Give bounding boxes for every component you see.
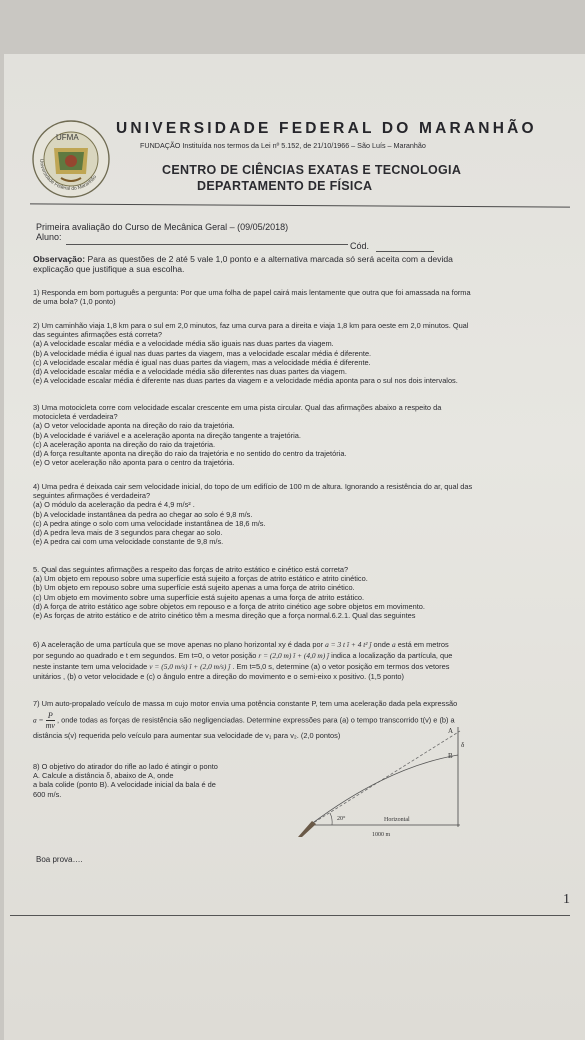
q6-text: unitários , (b) o vetor velocidade e (c) o ângulo entre a direção do movimento e o semi-eixo x positivo. (1,5 ponto): [33, 672, 404, 682]
formula-numerator: P: [46, 711, 55, 721]
observation-line-1: Para as questões de 2 até 5 vale 1,0 ponto e a alternativa marcada só será aceita com a devida: [87, 254, 453, 264]
power-formula: [46, 711, 55, 730]
q6-text: por segundo ao quadrado e t em segundos. Em t=0, o vetor posição: [33, 650, 257, 660]
option-b: (b) Um objeto em repouso sobre uma superfície está sujeito apenas a uma força de atrito cinético.: [33, 583, 355, 593]
bullet-trajectory: [310, 755, 458, 825]
option-a: (a) O vetor velocidade aponta na direção do raio da trajetória.: [33, 421, 235, 431]
student-name-line: [66, 244, 348, 245]
center-name: CENTRO DE CIÊNCIAS EXATAS E TECNOLOGIA: [162, 163, 462, 177]
q6-text: indica a localização da partícula, que: [331, 650, 453, 660]
question-5: [33, 565, 565, 620]
question-line: 2) Um caminhão viaja 1,8 km para o sul em 2,0 minutos, faz uma curva para a direita e viaja 1,8 km para oeste em 2,0 minutos. Qual: [33, 321, 469, 330]
closing-text: Boa prova….: [36, 855, 83, 864]
exam-title: Primeira avaliação do Curso de Mecânica Geral – (09/05/2018): [36, 222, 289, 232]
ufma-logo: [30, 118, 112, 200]
observation-note: [33, 254, 563, 274]
question-line: seguintes afirmações é verdadeira?: [33, 491, 151, 501]
observation-label: Observação:: [33, 254, 86, 264]
option-a: (a) Um objeto em repouso sobre uma superfície está sujeito a forças de atrito estático e atrito cinético.: [33, 574, 368, 584]
question-line: das seguintes afirmações está correta?: [33, 330, 162, 340]
question-line: 8) O objetivo do atirador do rifle ao lado é atingir o ponto: [33, 762, 218, 771]
option-d: (d) A pedra leva mais de 3 segundos para chegar ao solo.: [33, 528, 223, 538]
option-c: (c) A velocidade escalar média é igual nas duas partes da viagem, mas a velocidade média é diferente.: [33, 357, 371, 367]
q6-text: está em metros: [397, 640, 449, 649]
horizontal-label: Horizontal: [384, 817, 410, 823]
delta-label: δ: [461, 741, 465, 749]
option-e: (e) A pedra cai com uma velocidade constante de 9,8 m/s.: [33, 537, 224, 547]
question-line: 4) Uma pedra é deixada cair sem velocidade inicial, do topo de um edifício de 100 m de altura. Ignorando a resistência do ar, qual das: [33, 482, 473, 491]
acceleration-equation: a = 3 t î + 4 t² ĵ: [325, 640, 372, 649]
angle-arc: [330, 813, 332, 825]
option-b: (b) A velocidade é variável e a aceleração aponta na direção tangente a trajetória.: [33, 430, 301, 440]
q6-text: neste instante tem uma velocidade: [33, 661, 148, 671]
rifle-trajectory-figure: [292, 727, 472, 837]
q7-line-1: 7) Um auto-propalado veículo de massa m cujo motor envia uma potência constante P, tem uma aceleração dada pela expressão: [33, 699, 458, 708]
q6-text: . Em t=5,0 s, determine (a) o vetor posição em termos dos vetores: [232, 661, 450, 671]
option-b: (b) A velocidade média é igual nas duas partes da viagem, mas a velocidade escalar média é diferente.: [33, 348, 372, 358]
aim-line: [310, 731, 460, 825]
option-e: (e) As forças de atrito estático e de atrito cinético têm a mesma direção que a força normal.6.2.1. Qual das seguintes: [33, 611, 416, 621]
option-a: (a) A velocidade escalar média e a velocidade média são iguais nas duas partes da viagem.: [33, 339, 334, 349]
question-2: [33, 321, 565, 385]
point-b-label: B: [448, 752, 453, 760]
university-name: UNIVERSIDADE FEDERAL DO MARANHÃO: [116, 120, 537, 137]
option-c: (c) Um objeto em movimento sobre uma superfície está sujeito apenas a uma força de atrito estático.: [33, 592, 365, 602]
q6-text: onde: [373, 640, 390, 649]
student-label: Aluno:: [36, 232, 62, 242]
option-c: (c) A pedra atinge o solo com uma velocidade instantânea de 18,6 m/s.: [33, 518, 266, 528]
option-e: (e) O vetor aceleração não aponta para o centro da trajetória.: [33, 458, 235, 468]
question-6: [33, 640, 565, 683]
logo-text: UFMA: [56, 133, 79, 142]
code-label: Cód.: [350, 241, 370, 251]
question-line: 5. Qual das seguintes afirmações a respeito das forças de atrito estático e cinético está correta?: [33, 565, 349, 574]
question-8: [33, 762, 278, 799]
foundation-line: FUNDAÇÃO Instituída nos termos da Lei nº 5.152, de 21/10/1966 – São Luís – Maranhão: [140, 141, 426, 150]
exam-sheet: [4, 54, 585, 1040]
question-line: 1) Responda em bom português a pergunta: Por que uma folha de papel cairá mais lentamente que outra que foi amassada na forma: [33, 288, 471, 297]
question-line: A. Calcule a distância δ, abaixo de A, onde: [33, 771, 174, 781]
distance-label: 1000 m: [372, 832, 391, 837]
question-line: de uma bola? (1,0 ponto): [33, 297, 116, 307]
option-d: (d) A força resultante aponta na direção do raio da trajetória e no sentido do centro da trajetória.: [33, 449, 347, 459]
option-a: (a) O módulo da aceleração da pedra é 4,9 m/s² .: [33, 500, 195, 510]
question-line: 3) Uma motocicleta corre com velocidade escalar crescente em uma pista circular. Qual das afirmações abaixo a respeito da: [33, 403, 442, 412]
observation-line-2: explicação que justifique a sua escolha.: [33, 264, 185, 274]
q7-line-3: distância s(v) requerida pelo veículo para aumentar sua velocidade de v₁ para v₂. (2,0 pontos): [33, 731, 341, 740]
q6-text: 6) A aceleração de uma partícula que se move apenas no plano horizontal xy é dada por: [33, 640, 324, 649]
option-c: (c) A aceleração aponta na direção do raio da trajetória.: [33, 439, 216, 449]
option-d: (d) A força de atrito estático age sobre objetos em repouso e a força de atrito cinético age sobre objetos em movimento.: [33, 601, 425, 611]
formula-denominator: mv: [45, 721, 55, 730]
page-number: 1: [563, 892, 570, 907]
point-a-label: A: [448, 727, 454, 735]
question-3: [33, 403, 565, 467]
question-line: 600 m/s.: [33, 789, 62, 799]
option-b: (b) A velocidade instantânea da pedra ao chegar ao solo é 9,8 m/s.: [33, 509, 253, 519]
question-line: motocicleta é verdadeira?: [33, 412, 118, 422]
department-name: DEPARTAMENTO DE FÍSICA: [197, 179, 373, 193]
logo-ring-text: Universidade Federal do Maranhão: [37, 158, 99, 193]
option-d: (d) A velocidade escalar média e a velocidade média são diferentes nas duas partes da viagem.: [33, 367, 347, 377]
question-4: [33, 482, 565, 546]
footer-divider: [10, 915, 570, 916]
acceleration-symbol: a: [392, 640, 396, 649]
code-line: [376, 251, 434, 252]
rifle-icon: [298, 821, 316, 837]
option-e: (e) A velocidade escalar média é diferente nas duas partes da viagem e a velocidade média aponta para o sul nos dois intervalos.: [33, 376, 458, 386]
question-1: [33, 288, 565, 306]
q7-line-2: , onde todas as forças de resistência são negligenciadas. Determine expressões para (a) o tempo transcorrido t(v) e (b) a: [56, 715, 455, 725]
position-equation: r = (2,0 m) î + (4,0 m) ĵ: [258, 650, 330, 660]
velocity-equation: v = (5,0 m/s) î + (2,0 m/s) ĵ: [149, 661, 231, 671]
power-formula-lhs: a =: [33, 715, 44, 725]
question-line: a bala colide (ponto B). A velocidade inicial da bala é de: [33, 780, 216, 790]
angle-label: 20°: [337, 816, 346, 822]
